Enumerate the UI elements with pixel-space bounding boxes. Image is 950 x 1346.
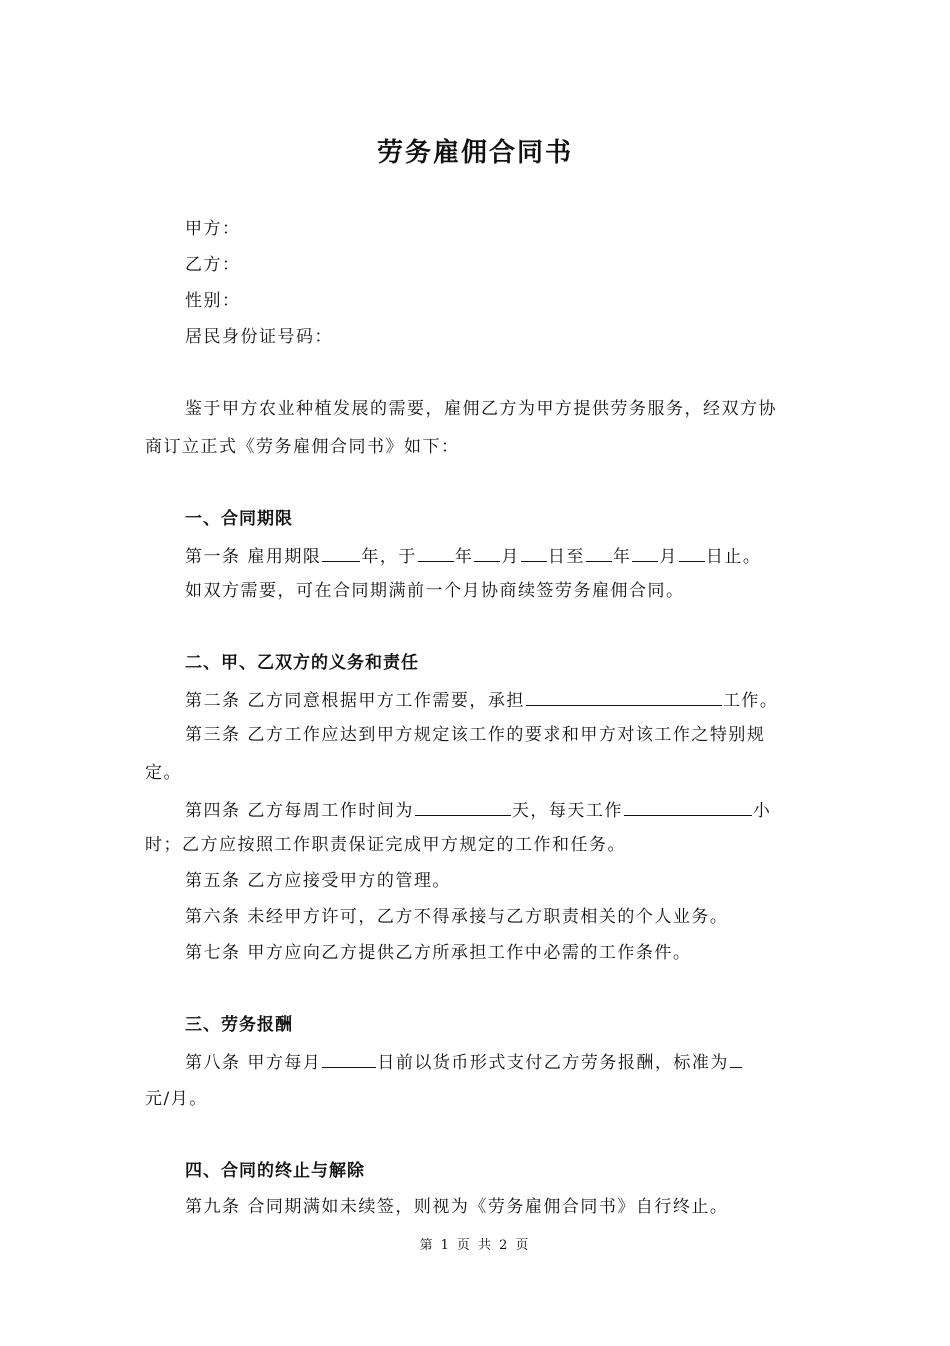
preamble-line-1: 鉴于甲方农业种植发展的需要，雇佣乙方为甲方提供劳务服务，经双方协 [185,399,777,419]
article-7: 第七条 甲方应向乙方提供乙方所承担工作中必需的工作条件。 [185,943,692,963]
renewal-clause: 如双方需要，可在合同期满前一个月协商续签劳务雇佣合同。 [185,581,685,601]
article-8 [185,1050,743,1074]
days-per-week-blank [415,798,511,816]
footer-suffix: 页 [515,1238,531,1253]
gender-label: 性别： [185,291,241,311]
id-number-label: 居民身份证号码： [185,327,333,347]
pay-amount-blank [730,1050,742,1068]
article-3-line-1: 第三条 乙方工作应达到甲方规定该工作的要求和甲方对该工作之特别规 [185,725,766,745]
article-1-text-c: 年 [454,547,474,567]
end-year-blank [586,544,612,562]
party-b-label: 乙方： [185,255,241,275]
footer-mid: 页 共 [456,1238,494,1253]
footer-page-total: 2 [499,1238,510,1253]
article-9: 第九条 合同期满如未续签，则视为《劳务雇佣合同书》自行终止。 [185,1197,729,1217]
end-day-blank [679,544,705,562]
article-4-text-c: 小 [752,801,772,821]
article-4-text-a: 第四条 乙方每周工作时间为 [185,801,414,821]
article-1-text-g: 月 [659,547,678,567]
section-heading-duties: 二、甲、乙双方的义务和责任 [185,653,419,673]
end-month-blank [632,544,658,562]
footer-page-number: 1 [440,1238,451,1253]
article-1-text-h: 日止。 [705,547,762,567]
article-8-text-a: 第八条 甲方每月 [185,1053,322,1073]
page-footer [0,1234,950,1253]
document-title: 劳务雇佣合同书 [376,138,573,168]
term-years-blank [322,544,360,562]
footer-prefix: 第 [419,1238,435,1253]
job-blank [526,688,722,706]
article-2-text-a: 第二条 乙方同意根据甲方工作需要，承担 [185,691,525,711]
article-8-line-2: 元/月。 [145,1089,208,1109]
preamble-line-2: 商订立正式《劳务雇佣合同书》如下： [145,437,460,457]
article-3-line-2: 定。 [145,763,182,783]
section-heading-termination: 四、合同的终止与解除 [185,1161,365,1181]
article-1-text-e: 日至 [547,547,585,567]
start-day-blank [521,544,547,562]
section-heading-pay: 三、劳务报酬 [185,1015,293,1035]
article-8-text-b: 日前以货币形式支付乙方劳务报酬，标准为 [377,1053,729,1073]
article-4-line-2: 时；乙方应按照工作职责保证完成甲方规定的工作和任务。 [145,835,626,855]
article-1 [185,544,761,568]
article-4-text-b: 天，每天工作 [511,801,623,821]
article-1-text-a: 第一条 雇用期限 [185,547,322,567]
hours-per-day-blank [624,798,752,816]
article-1-text-b: 年，于 [361,547,417,567]
article-1-text-d: 月 [501,547,520,567]
article-2 [185,688,778,712]
article-5: 第五条 乙方应接受甲方的管理。 [185,871,451,891]
article-4 [185,798,771,822]
section-heading-term: 一、合同期限 [185,509,293,529]
party-a-label: 甲方： [185,219,241,239]
article-6: 第六条 未经甲方许可，乙方不得承接与乙方职责相关的个人业务。 [185,907,729,927]
pay-day-blank [322,1050,376,1068]
start-month-blank [474,544,500,562]
article-1-text-f: 年 [612,547,632,567]
article-2-text-b: 工作。 [722,691,779,711]
start-year-blank [418,544,454,562]
